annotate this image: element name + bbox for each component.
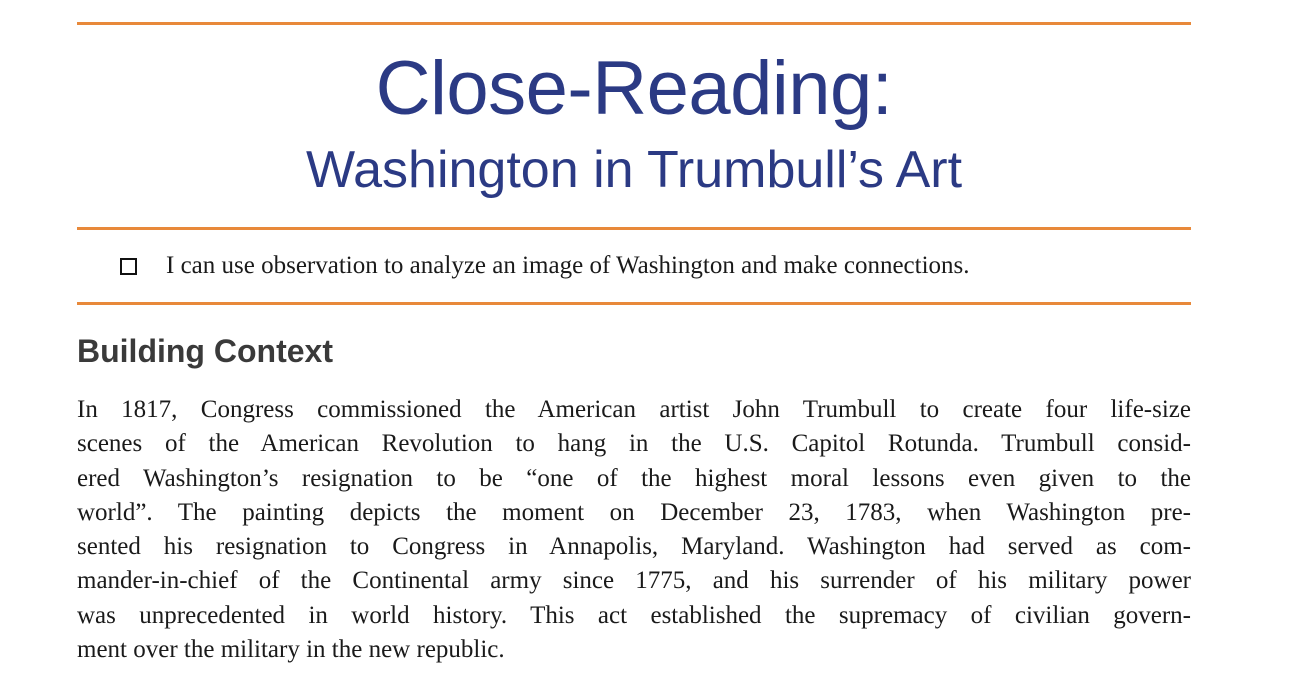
section-heading: Building Context — [77, 333, 333, 369]
objective-top-divider — [77, 227, 1191, 230]
objective-checkbox[interactable] — [120, 258, 137, 275]
page-subtitle: Washington in Trumbull’s Art — [305, 141, 963, 199]
paragraph-line: sented his resignation to Congress in Annapolis, Maryland. Washington had served as com- — [77, 533, 1191, 561]
objective-text: I can use observation to analyze an image of Washington and make connections. — [166, 252, 970, 279]
page-title: Close-Reading: — [375, 46, 893, 131]
paragraph-line: world”. The painting depicts the moment on December 23, 1783, when Washington pre- — [77, 498, 1191, 526]
paragraph-line: ered Washington’s resignation to be “one of the highest moral lessons even given to the — [77, 464, 1191, 492]
context-paragraph — [77, 393, 1191, 667]
paragraph-line: mander-in-chief of the Continental army since 1775, and his surrender of his military power — [77, 567, 1191, 595]
paragraph-line: was unprecedented in world history. This act established the supremacy of civilian govern- — [77, 601, 1191, 629]
paragraph-line: scenes of the American Revolution to hang in the U.S. Capitol Rotunda. Trumbull consid- — [77, 430, 1191, 458]
objective-bottom-divider — [77, 302, 1191, 305]
learning-objective — [120, 246, 970, 286]
paragraph-line: In 1817, Congress commissioned the American artist John Trumbull to create four life-size — [77, 396, 1191, 423]
top-divider — [77, 22, 1191, 25]
paragraph-line: ment over the military in the new republic. — [77, 636, 505, 664]
